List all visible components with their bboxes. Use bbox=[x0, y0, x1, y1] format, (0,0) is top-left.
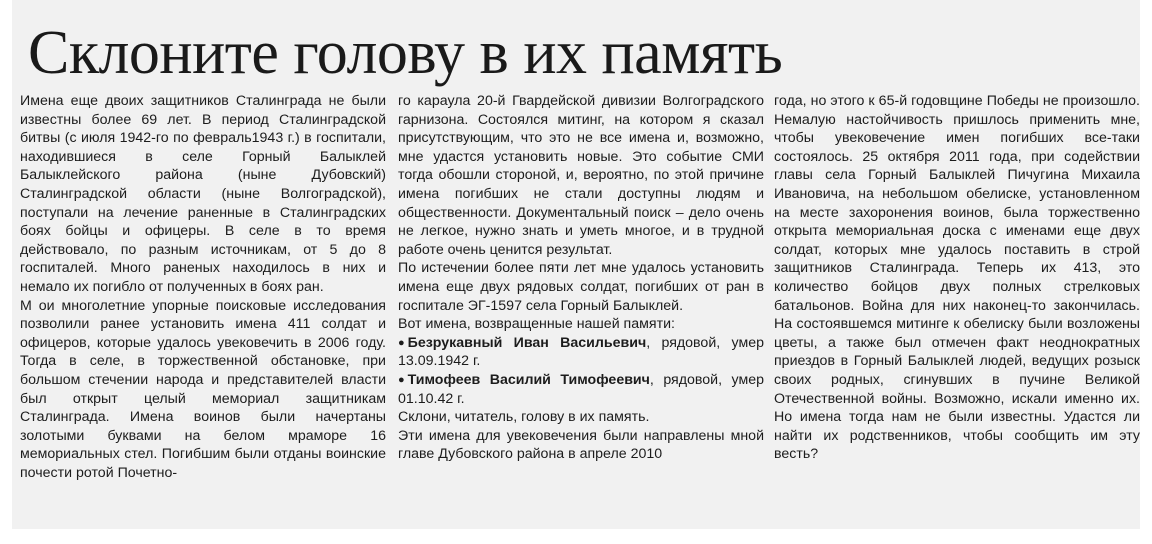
article-headline: Склоните голову в их память bbox=[28, 19, 783, 87]
text-column-3 bbox=[774, 92, 1140, 529]
paragraph: М ои многолетние упорные поисковые исследования позволили ранее установить имена 411 солдат и офицеров, которые удалось увековечить в 2006 году. Тогда в селе, в торжественной обстановке, при большом стечении народа и представителей власти был открыт целый мемориал защитникам Сталинграда. Имена воинов были начертаны золотыми буквами на белом мраморе 16 мемориальных стел. Погибшим были отданы воинские почести ротой Почетно- bbox=[20, 297, 386, 481]
text-column-1 bbox=[20, 92, 386, 529]
paragraph: го караула 20-й Гвардейской дивизии Волгоградского гарнизона. Состоялся митинг, на котором я сказал присутствующим, что это не все имена и, возможно, мне удастся установить новые. Это событие СМИ тогда обошли стороной, и, вероятно, по этой причине имена погибших не стали доступны людям и общественности. Документальный поиск – дело очень не легкое, нужно знать и уметь многое, и в трудной работе очень ценится результат. bbox=[398, 93, 764, 258]
soldier-entry bbox=[398, 371, 764, 408]
paragraph: Вот имена, возвращенные нашей памяти: bbox=[398, 316, 675, 333]
paragraph: Эти имена для увековечения были направлены мной главе Дубовского района в апреле 2010 bbox=[398, 427, 764, 463]
soldier-details: , рядовой, умер 13.09.1942 г. bbox=[398, 334, 764, 370]
paragraph: По истечении более пяти лет мне удалось установить имена еще двух рядовых солдат, погибших от ран в госпитале ЭГ-1597 села Горный Балыклей. bbox=[398, 260, 764, 314]
article-body bbox=[12, 92, 1140, 529]
soldier-name: Тимофеев Василий Тимофеевич bbox=[407, 371, 650, 388]
soldier-name: Безрукавный Иван Васильевич bbox=[407, 334, 647, 351]
bullet-icon: ● bbox=[398, 373, 405, 386]
paragraph: Склони, читатель, голову в их память. bbox=[398, 409, 650, 426]
paragraph: Имена еще двоих защитников Сталинграда не были известны более 69 лет. В период Сталинградской битвы (с июля 1942-го по февраль1943 г.) в госпитали, находившиеся в селе Горный Балыклей Балыклейского района (ныне Дубовский) Сталинградской области (ныне Волгоградской), поступали на лечение раненные в Сталинградских боях бойцы и офицеры. В селе в то время действовало, по разным источникам, от 5 до 8 госпиталей. Много раненых находилось в них и немало их погибло от полученных в боях ран. bbox=[20, 93, 386, 295]
paragraph: года, но этого к 65-й годовщине Победы не произошло. Немалую настойчивость пришлось применить мне, чтобы увековечение имен погибших все-таки состоялось. 25 октября 2011 года, при содействии главы села Горный Балыклей Пичугина Михаила Ивановича, на небольшом обелиске, установленном на месте захоронения воинов, была торжественно открыта мемориальная доска с именами еще двух солдат, которых мне удалось поставить в строй защитников Сталинграда. Теперь их 413, это количество бойцов двух полных стрелковых батальонов. Война для них наконец-то закончилась. На состоявшемся митинге к обелиску были возложены цветы, а также был отмечен факт неоднократных приездов в Горный Балыклей людей, ведущих розыск своих родных, сгинувших в пучине Великой Отечественной войны. Возможно, искали именно их. Но имена тогда нам не были известны. Удастся ли найти их родственников, чтобы сообщить им эту весть? bbox=[774, 93, 1140, 463]
newspaper-clipping bbox=[12, 0, 1140, 529]
text-column-2 bbox=[398, 92, 764, 529]
bullet-icon: ● bbox=[398, 336, 405, 349]
soldier-details: , рядовой, умер 01.10.42 г. bbox=[398, 371, 764, 407]
soldier-entry bbox=[398, 334, 764, 371]
